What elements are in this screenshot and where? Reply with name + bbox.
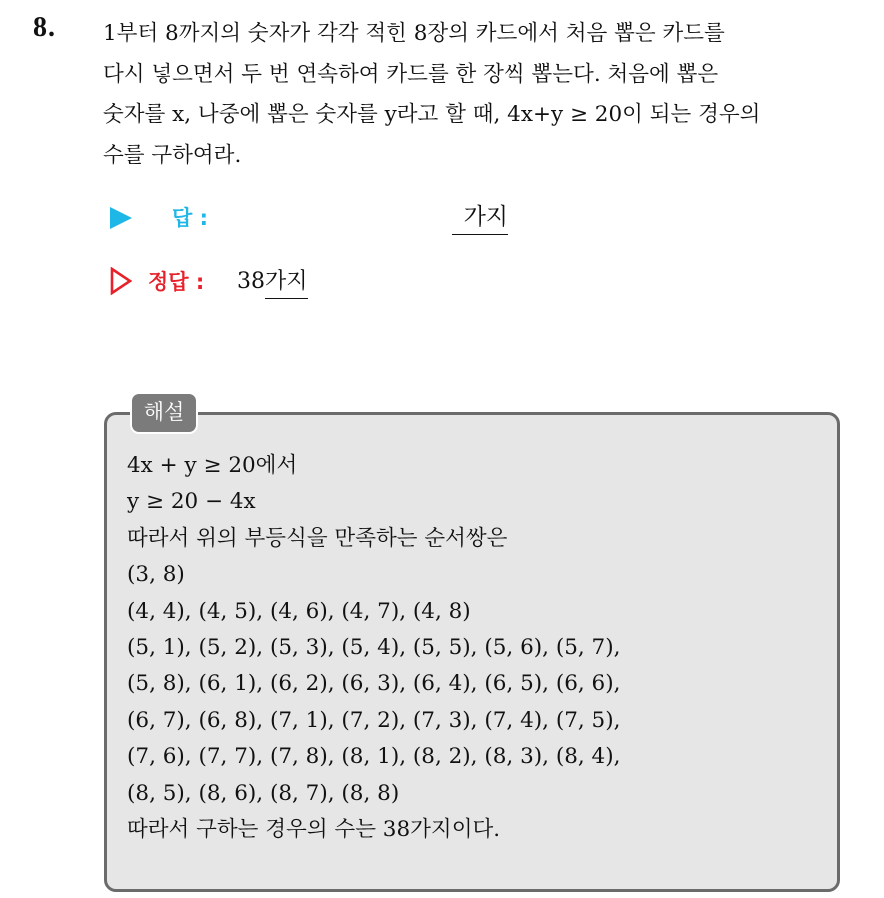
explanation-line: y ≥ 20 − 4x xyxy=(127,489,256,515)
correct-answer-unit: 가지 xyxy=(265,266,308,299)
explanation-line: (5, 1), (5, 2), (5, 3), (5, 4), (5, 5), (5, 6), (5, 7), xyxy=(127,635,621,661)
answer-input-blank[interactable]: 가지 xyxy=(452,200,508,235)
explanation-line: 따라서 구하는 경우의 수는 38가지이다. xyxy=(127,817,501,843)
correct-answer-value xyxy=(237,264,308,300)
explanation-line: (5, 8), (6, 1), (6, 2), (6, 3), (6, 4), (6, 5), (6, 6), xyxy=(127,671,621,697)
question-line: 숫자를 x, 나중에 뽑은 숫자를 y라고 할 때, 4x+y ≥ 20이 되는 경우의 xyxy=(103,102,761,127)
correct-answer-label: 정답 : xyxy=(148,270,205,294)
explanation-line: (7, 6), (7, 7), (7, 8), (8, 1), (8, 2), (8, 3), (8, 4), xyxy=(127,744,621,770)
explanation-line: (4, 4), (4, 5), (4, 6), (4, 7), (4, 8) xyxy=(127,598,471,624)
question-line: 수를 구하여라. xyxy=(103,142,242,168)
explanation-line: (3, 8) xyxy=(127,562,185,588)
question-line: 1부터 8까지의 숫자가 각각 적힌 8장의 카드에서 처음 뽑은 카드를 xyxy=(103,21,725,46)
explanation-body xyxy=(127,448,827,848)
explanation-line: 따라서 위의 부등식을 만족하는 순서쌍은 xyxy=(127,525,508,551)
play-outline-icon xyxy=(110,267,132,295)
question-number: 8. xyxy=(33,12,56,43)
play-filled-icon xyxy=(110,207,132,229)
explanation-line: 4x + y ≥ 20에서 xyxy=(127,453,298,478)
question-text xyxy=(103,14,863,176)
question-line: 다시 넣으면서 두 번 연속하여 카드를 한 장씩 뽑는다. 처음에 뽑은 xyxy=(103,61,719,87)
explanation-line: (6, 7), (6, 8), (7, 1), (7, 2), (7, 3), (7, 4), (7, 5), xyxy=(127,707,621,733)
answer-label: 답 : xyxy=(172,206,208,230)
answer-row xyxy=(110,200,530,236)
explanation-tab: 해설 xyxy=(130,392,198,434)
correct-answer-row xyxy=(110,264,530,300)
explanation-line: (8, 5), (8, 6), (8, 7), (8, 8) xyxy=(127,780,400,806)
correct-answer-number: 38 xyxy=(237,269,265,294)
